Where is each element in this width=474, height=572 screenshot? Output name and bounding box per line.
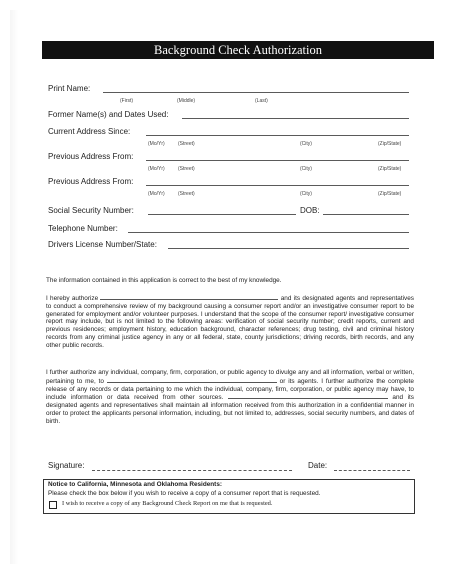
previous-address-1-field[interactable] — [146, 160, 409, 161]
previous-address-1-city-caption: (City) — [300, 166, 312, 172]
telephone-field[interactable] — [128, 232, 409, 233]
previous-address-1-label: Previous Address From: — [48, 152, 134, 161]
authorization-paragraph — [46, 294, 414, 350]
signature-field[interactable] — [92, 470, 292, 471]
print-name-label: Print Name: — [48, 84, 91, 93]
current-address-field[interactable] — [146, 135, 409, 136]
notice-box — [43, 479, 415, 514]
former-names-label: Former Name(s) and Dates Used: — [48, 110, 169, 119]
previous-address-2-street-caption: (Street) — [178, 191, 195, 197]
last-name-caption: (Last) — [255, 98, 268, 104]
previous-address-2-zip-caption: (Zip/State) — [378, 191, 402, 197]
notice-instruction: Please check the box below if you wish to receive a copy of a consumer report that is requested. — [48, 490, 321, 497]
date-label: Date: — [308, 461, 328, 470]
previous-address-2-field[interactable] — [146, 185, 409, 186]
dob-field[interactable] — [323, 214, 409, 215]
previous-address-2-label: Previous Address From: — [48, 177, 134, 186]
release-paragraph — [46, 369, 414, 426]
current-address-label: Current Address Since: — [48, 127, 131, 136]
para1-lead: I hereby authorize — [46, 295, 99, 302]
release-party-blank[interactable] — [107, 377, 277, 383]
receive-copy-label: I wish to receive a copy of any Background Check Report on me that is requested. — [62, 500, 273, 507]
former-names-field[interactable] — [182, 118, 409, 119]
drivers-license-field[interactable] — [168, 248, 409, 249]
first-name-caption: (First) — [120, 98, 134, 104]
current-address-city-caption: (City) — [300, 141, 312, 147]
para2-middle: or its agents. I further authorize the complete release of any records or data pertaining to me which the individual, company, firm, corporation, or public agency may have, to include information or data received from other sources. — [46, 377, 414, 402]
authorized-party-blank[interactable] — [100, 294, 278, 300]
notice-heading: Notice to California, Minnesota and Oklahoma Residents: — [48, 481, 222, 488]
para2-lead: I further authorize any individual, company, firm, corporation, or public agency to divulge any and all information, verbal or written, pertaining to me, to — [46, 369, 414, 385]
telephone-label: Telephone Number: — [48, 224, 118, 233]
previous-address-1-zip-caption: (Zip/State) — [378, 166, 402, 172]
previous-address-1-street-caption: (Street) — [178, 166, 195, 172]
current-address-street-caption: (Street) — [178, 141, 195, 147]
previous-address-2-city-caption: (City) — [300, 191, 312, 197]
signature-label: Signature: — [48, 461, 85, 470]
ssn-label: Social Security Number: — [48, 206, 134, 215]
correct-statement: The information contained in this application is correct to the best of my knowledge. — [46, 277, 282, 284]
middle-name-caption: (Middle) — [177, 98, 196, 104]
form-title: Background Check Authorization — [42, 41, 434, 59]
current-address-moyr-caption: (Mo/Yr) — [148, 141, 165, 147]
receive-copy-checkbox[interactable] — [49, 501, 57, 509]
print-name-field[interactable] — [103, 92, 409, 93]
date-field[interactable] — [334, 470, 410, 471]
drivers-license-label: Drivers License Number/State: — [48, 240, 157, 249]
agents-party-blank[interactable] — [228, 393, 388, 399]
para1-body: and its designated agents and representatives to conduct a comprehensive review of my background causing a consumer report and/or an investigative consumer report to be generated for employment and/or volunteer purposes. I understand that the scope of the consumer report/ investigative consumer report may include, but is not limited to the following areas: verification of social security number; credit reports, current and previous residences; employment history, education background, character references; drug testing, civil and criminal history records from any criminal justice agency in any or all federal, state, county jurisdictions; driving records, birth records, and any other public records. — [46, 295, 414, 349]
previous-address-2-moyr-caption: (Mo/Yr) — [148, 191, 165, 197]
previous-address-1-moyr-caption: (Mo/Yr) — [148, 166, 165, 172]
dob-label: DOB: — [300, 206, 320, 215]
para2-end: and its designated agents and representatives shall maintain all information received from this authorization in a confidential manner in order to protect the applicants personal information, including, but not limited to, addresses, social security numbers, and dates of birth. — [46, 394, 414, 425]
ssn-field[interactable] — [148, 214, 296, 215]
current-address-zip-caption: (Zip/State) — [378, 141, 402, 147]
